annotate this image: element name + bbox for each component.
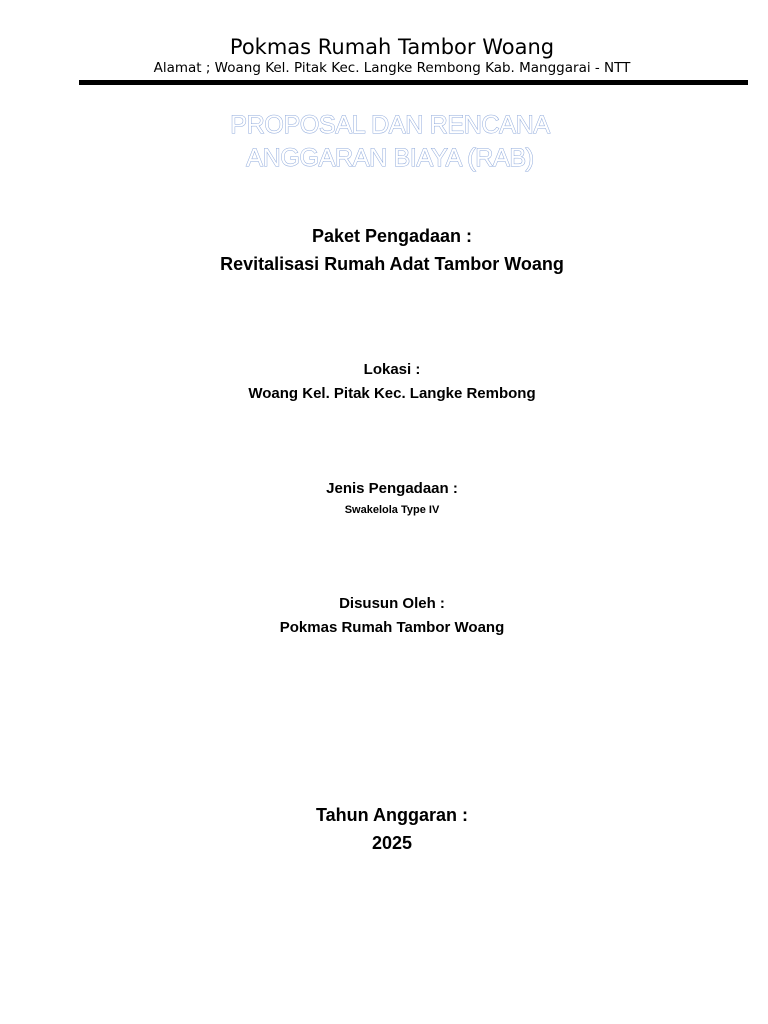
paket-section bbox=[0, 222, 768, 278]
tahun-label: Tahun Anggaran : bbox=[316, 805, 468, 825]
header-divider bbox=[79, 80, 748, 85]
organization-name: Pokmas Rumah Tambor Woang bbox=[229, 35, 555, 59]
tahun-value: 2025 bbox=[371, 833, 413, 853]
lokasi-label: Lokasi : bbox=[363, 361, 421, 378]
lokasi-value: Woang Kel. Pitak Kec. Langke Rembong bbox=[248, 385, 536, 402]
document-title bbox=[0, 109, 768, 175]
lokasi-section bbox=[0, 358, 768, 406]
disusun-label: Disusun Oleh : bbox=[339, 595, 445, 612]
organization-address: Alamat ; Woang Kel. Pitak Kec. Langke Rembong Kab. Manggarai - NTT bbox=[153, 60, 631, 76]
jenis-section bbox=[0, 478, 768, 520]
document-title-line-2: ANGGARAN BIAYA (RAB) bbox=[246, 144, 534, 172]
disusun-value: Pokmas Rumah Tambor Woang bbox=[279, 619, 505, 636]
jenis-label: Jenis Pengadaan : bbox=[326, 480, 458, 497]
tahun-section bbox=[0, 801, 768, 857]
disusun-section bbox=[0, 592, 768, 640]
paket-value: Revitalisasi Rumah Adat Tambor Woang bbox=[220, 254, 564, 274]
jenis-value: Swakelola Type IV bbox=[344, 504, 440, 516]
paket-label: Paket Pengadaan : bbox=[311, 226, 473, 246]
document-title-line-1: PROPOSAL DAN RENCANA bbox=[230, 111, 550, 139]
